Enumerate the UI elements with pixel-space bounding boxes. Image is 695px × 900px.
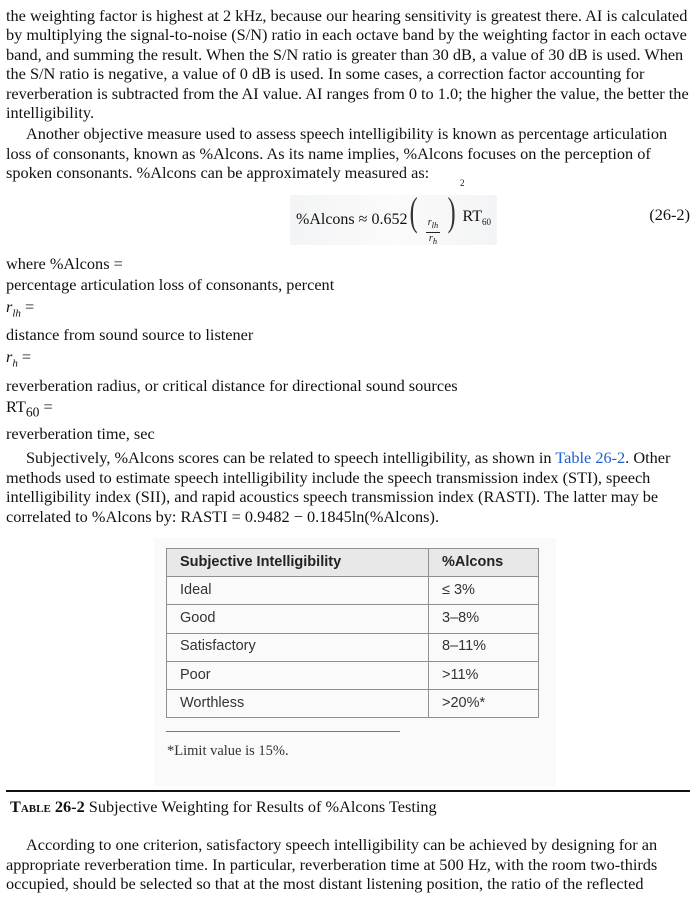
- final-paragraph: According to one criterion, satisfactory speech intelligibility can be achieved by designing for an appropriate reverberation time. In particular, reverberation time at 500 Hz, with the room two-thirds occupied, should be selected so that at the most distant listening position, the ratio of the reflected: [6, 835, 658, 894]
- table-header-row: [167, 549, 539, 577]
- definition-rlh-desc: distance from sound source to listener: [6, 325, 254, 345]
- equation-exponent: 2: [459, 177, 465, 188]
- table-cell-value: 8–11%: [429, 633, 539, 661]
- definition-alcons-desc: percentage articulation loss of consonants, percent: [6, 275, 335, 295]
- equation-fraction: $\frac{r_{lh}}{r_h}$: [427, 216, 439, 246]
- definition-rlh-term: $r_{lh}$ =: [6, 296, 35, 319]
- caption-text: Subjective Weighting for Results of %Alcons Testing: [84, 797, 437, 817]
- header-alcons: %Alcons: [429, 549, 539, 577]
- table-row: [167, 633, 539, 661]
- equation-26-2: [6, 177, 690, 253]
- definition-alcons-term: where %Alcons =: [6, 253, 123, 273]
- table-row: [167, 661, 539, 689]
- table-cell-rating: Ideal: [167, 577, 429, 605]
- equation-rt: $RT_{60}$: [462, 207, 491, 228]
- equation-body: [290, 177, 497, 246]
- definition-rh-desc: reverberation radius, or critical distance for directional sound sources: [6, 375, 458, 395]
- document-page: [6, 6, 690, 894]
- table-footnote: *Limit value is 15%.: [167, 743, 289, 760]
- footnote-divider: [166, 731, 400, 732]
- table-row: [167, 605, 539, 633]
- equation-number: (26-2): [649, 204, 690, 224]
- table-cell-value: 3–8%: [429, 605, 539, 633]
- equation-approx: ≈: [358, 210, 368, 228]
- subjective-paragraph: Subjectively, %Alcons scores can be related to speech intelligibility, as shown in Table 26-2. Other methods used to estimate speech intelligibility include the speech transmission index (STI), speech intelligibility index (SII), and rapid acoustics speech transmission index (RASTI). The latter may be correlated to %Alcons by: RASTI = 0.9482 − 0.1845ln(%Alcons).: [6, 448, 671, 526]
- header-subjective-intelligibility: Subjective Intelligibility: [167, 549, 429, 577]
- table-cell-value: ≤ 3%: [429, 577, 539, 605]
- table-cell-rating: Worthless: [167, 689, 429, 717]
- table-caption: [6, 797, 690, 816]
- table-row: [167, 689, 539, 717]
- table-26-2-link[interactable]: Table 26-2: [555, 448, 626, 468]
- equation-squared-term: ( $\frac{r_{lh}}{r_h}$ ) 2: [407, 192, 458, 248]
- definition-rt-desc: reverberation time, sec: [6, 423, 155, 443]
- equation-lhs: %Alcons: [296, 210, 355, 228]
- alcons-table: [166, 548, 539, 718]
- table-cell-rating: Satisfactory: [167, 633, 429, 661]
- table-cell-rating: Poor: [167, 661, 429, 689]
- definition-rh-term: $r_h$ =: [6, 346, 32, 370]
- caption-label: Table 26-2: [10, 797, 85, 817]
- table-figure: [6, 538, 690, 790]
- caption-divider: [6, 790, 690, 792]
- definition-rt-term: $RT_{60}$ =: [6, 397, 53, 420]
- table-cell-value: >11%: [429, 661, 539, 689]
- intro-paragraph: the weighting factor is highest at 2 kHz, because our hearing sensitivity is greatest there. AI is calculated by multiplying the signal-to-noise (S/N) ratio in each octave band by the weighting factor in each octave band, and summing the result. When the S/N ratio is greater than 30 dB, a value of 30 dB is used. When the S/N ratio is negative, a value of 0 dB is used. In some cases, a correction factor accounting for reverberation is subtracted from the AI value. AI ranges from 0 to 1.0; the higher the value, the better the intelligibility.: [6, 6, 689, 123]
- table-row: [167, 577, 539, 605]
- table-cell-value: >20%*: [429, 689, 539, 717]
- equation-coefficient: 0.652: [371, 210, 408, 228]
- alcons-paragraph: Another objective measure used to assess speech intelligibility is known as percentage articulation loss of consonants, known as %Alcons. As its name implies, %Alcons focuses on the perception of spoken consonants. %Alcons can be approximately measured as:: [6, 124, 668, 183]
- table-cell-rating: Good: [167, 605, 429, 633]
- definitions-list: [6, 253, 690, 445]
